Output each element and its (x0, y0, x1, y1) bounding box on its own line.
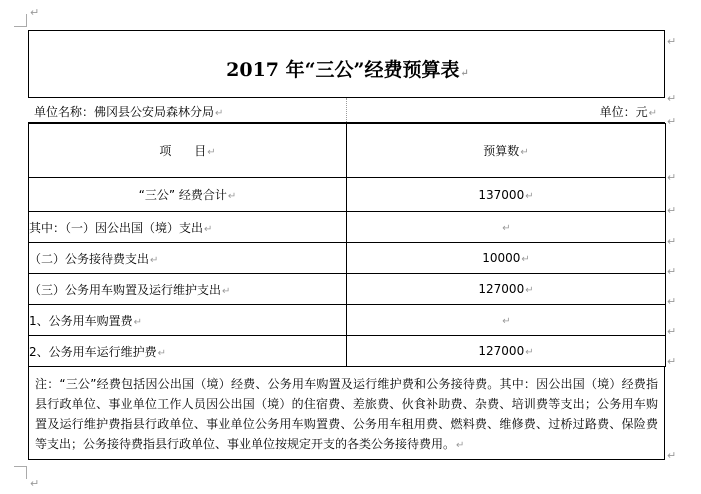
paragraph-mark: ↵ (648, 108, 657, 119)
document-title-text: 2017 年“三公”经费预算表 (226, 59, 460, 81)
unit-name-label (34, 103, 223, 120)
table-header-row (29, 124, 666, 178)
title-block (28, 30, 665, 98)
paragraph-mark: ↵ (227, 191, 237, 202)
row-end-mark: ↵ (667, 115, 677, 128)
row-value-text: 127000 (478, 282, 525, 296)
table-row (29, 274, 666, 305)
row-item-cell (29, 336, 347, 367)
paragraph-mark: ↵ (157, 347, 167, 359)
unit-name-text: 单位名称：佛冈县公安局森林分局 (34, 105, 215, 119)
row-item-cell (29, 305, 347, 336)
row-item-text: 2、公务用车运行维护费 (29, 344, 157, 359)
row-end-mark: ↵ (667, 265, 677, 278)
paragraph-mark: ↵ (525, 190, 534, 202)
table-row (29, 336, 666, 367)
document-title (29, 55, 666, 82)
row-item-cell (29, 212, 347, 243)
row-item-text: 其中：（一）因公出国（境）支出 (29, 220, 204, 235)
table-row (29, 305, 666, 336)
paragraph-mark: ↵ (525, 347, 534, 358)
header-item-cell (29, 124, 347, 178)
row-end-mark: ↵ (667, 295, 677, 308)
row-item-cell (29, 243, 347, 274)
row-item-text: “三公” 经费合计 (138, 188, 227, 202)
budget-table (28, 123, 666, 367)
paragraph-mark: ↵ (502, 223, 511, 234)
paragraph-mark: ↵ (133, 316, 143, 328)
row-value-cell (347, 212, 666, 243)
row-value-cell (347, 336, 666, 367)
row-value-cell (347, 178, 666, 212)
row-end-mark: ↵ (667, 204, 677, 217)
unit-row (28, 98, 665, 122)
paragraph-mark: ↵ (30, 6, 40, 19)
page-corner-mark-bottom (14, 466, 27, 479)
footnote-text: 注：“三公”经费包括因公出国（境）经费、公务用车购置及运行维护费和公务接待费。其中：因公出国（境）经费指县行政单位、事业单位工作人员因公出国（境）的住宿费、差旅费、伙食补助费、杂费、培训费等支出；公务用车购置及运行维护费指县行政单位、事业单位公务用车购置费、公务用车租用费、燃料费、维修费、过桥过路费、保险费等支出；公务接待费指县行政单位、事业单位按规定开支的各类公务接待费用。 (35, 377, 658, 451)
table-row (29, 178, 666, 212)
currency-unit-label (600, 103, 657, 120)
row-value-cell (347, 243, 666, 274)
paragraph-mark: ↵ (30, 477, 40, 490)
row-item-text: 1、公务用车购置费 (29, 313, 133, 328)
footnote (28, 366, 665, 460)
unit-divider (346, 98, 347, 122)
paragraph-mark: ↵ (150, 254, 159, 266)
paragraph-mark: ↵ (222, 285, 231, 297)
row-end-mark: ↵ (667, 171, 677, 184)
budget-document (28, 30, 665, 460)
row-end-mark: ↵ (667, 449, 677, 462)
row-value-cell (347, 274, 666, 305)
paragraph-mark: ↵ (502, 316, 511, 327)
paragraph-mark: ↵ (460, 68, 469, 79)
row-value-cell (347, 305, 666, 336)
row-value-text: 127000 (478, 344, 525, 358)
paragraph-mark: ↵ (525, 285, 534, 296)
row-end-mark: ↵ (667, 325, 677, 338)
row-end-mark: ↵ (667, 35, 677, 48)
row-end-mark: ↵ (667, 92, 677, 105)
row-end-mark: ↵ (667, 235, 677, 248)
row-item-text: （三）公务用车购置及运行维护支出 (29, 282, 222, 297)
row-item-text: （二）公务接待费支出 (29, 251, 150, 266)
row-value-text: 137000 (478, 187, 525, 202)
row-item-cell (29, 274, 347, 305)
row-value-text: 10000 (482, 251, 521, 265)
row-end-mark: ↵ (667, 355, 677, 368)
currency-unit-text: 单位：元 (599, 105, 648, 119)
header-item-text: 项 目 (159, 144, 207, 158)
paragraph-mark: ↵ (521, 254, 530, 265)
paragraph-mark: ↵ (456, 440, 465, 451)
header-budget-text: 预算数 (483, 144, 520, 158)
row-item-cell (29, 178, 347, 212)
header-budget-cell (347, 124, 666, 178)
paragraph-mark: ↵ (207, 147, 216, 158)
table-row (29, 243, 666, 274)
table-row (29, 212, 666, 243)
page-corner-mark-top (14, 14, 27, 27)
paragraph-mark: ↵ (204, 223, 213, 235)
paragraph-mark: ↵ (520, 147, 529, 158)
paragraph-mark: ↵ (215, 108, 224, 119)
